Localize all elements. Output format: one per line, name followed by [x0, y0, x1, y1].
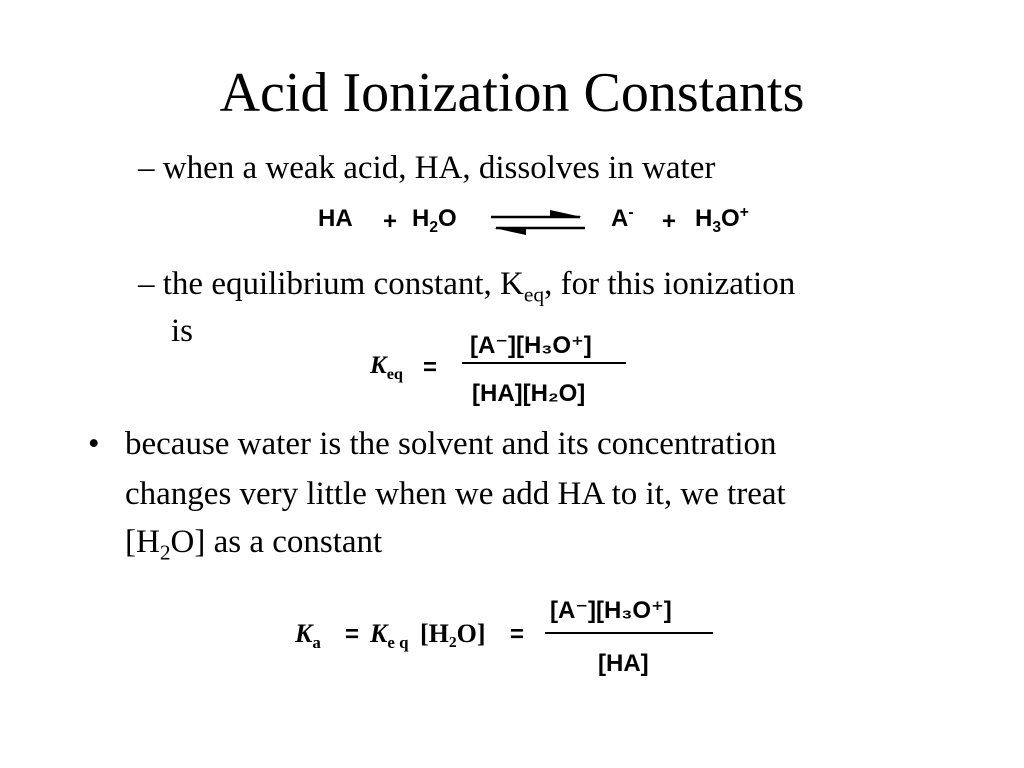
equals-sign: =: [423, 354, 438, 381]
keq-denominator: [HA][H₂O]: [472, 380, 586, 407]
equals-sign: =: [510, 621, 525, 648]
plus-sign: +: [662, 208, 677, 235]
product-anion: A-: [611, 204, 634, 232]
equilibrium-arrow-icon: [488, 206, 588, 236]
bullet-line-2: changes very little when we add HA to it, we treat: [125, 476, 786, 512]
ka-denominator: [HA]: [598, 650, 649, 677]
sub-bullet-2-text: the equilibrium constant, $K_{eq}$, for this ionization: [162, 266, 796, 307]
fraction-bar: [545, 632, 713, 634]
equals-sign: =: [345, 621, 360, 648]
fraction-bar: [462, 362, 626, 364]
sub-bullet-1-text: when a weak acid, HA, dissolves in water: [162, 150, 716, 186]
plus-sign: +: [383, 208, 398, 235]
reactant-ha: HA: [318, 205, 353, 232]
reactant-water: $H_2O$: [412, 205, 457, 236]
ka-numerator: [A⁻][H₃O⁺]: [550, 597, 672, 624]
sub-bullet-2-line2: is: [171, 313, 194, 349]
dash-marker: –: [138, 266, 155, 302]
keq-symbol: $K_{eq}$: [370, 352, 403, 383]
bullet-line-1: because water is the solvent and its concentration: [125, 426, 777, 462]
bullet-marker: •: [88, 426, 100, 462]
product-hydronium: $H_3O^+$: [695, 204, 749, 236]
sub-bullet-1: [138, 148, 715, 188]
bullet-line-3: $[H_2O]$ as a constant: [125, 524, 383, 565]
keq-symbol: $K_{e q}$: [370, 619, 409, 653]
slide-title: Acid Ionization Constants: [219, 62, 805, 124]
water-concentration: [H₂O]: [420, 619, 486, 648]
sub-bullet-2: [138, 264, 796, 307]
ka-symbol: $K_a$: [295, 619, 321, 653]
keq-numerator: [A⁻][H₃O⁺]: [470, 332, 592, 359]
dash-marker: –: [138, 150, 155, 186]
